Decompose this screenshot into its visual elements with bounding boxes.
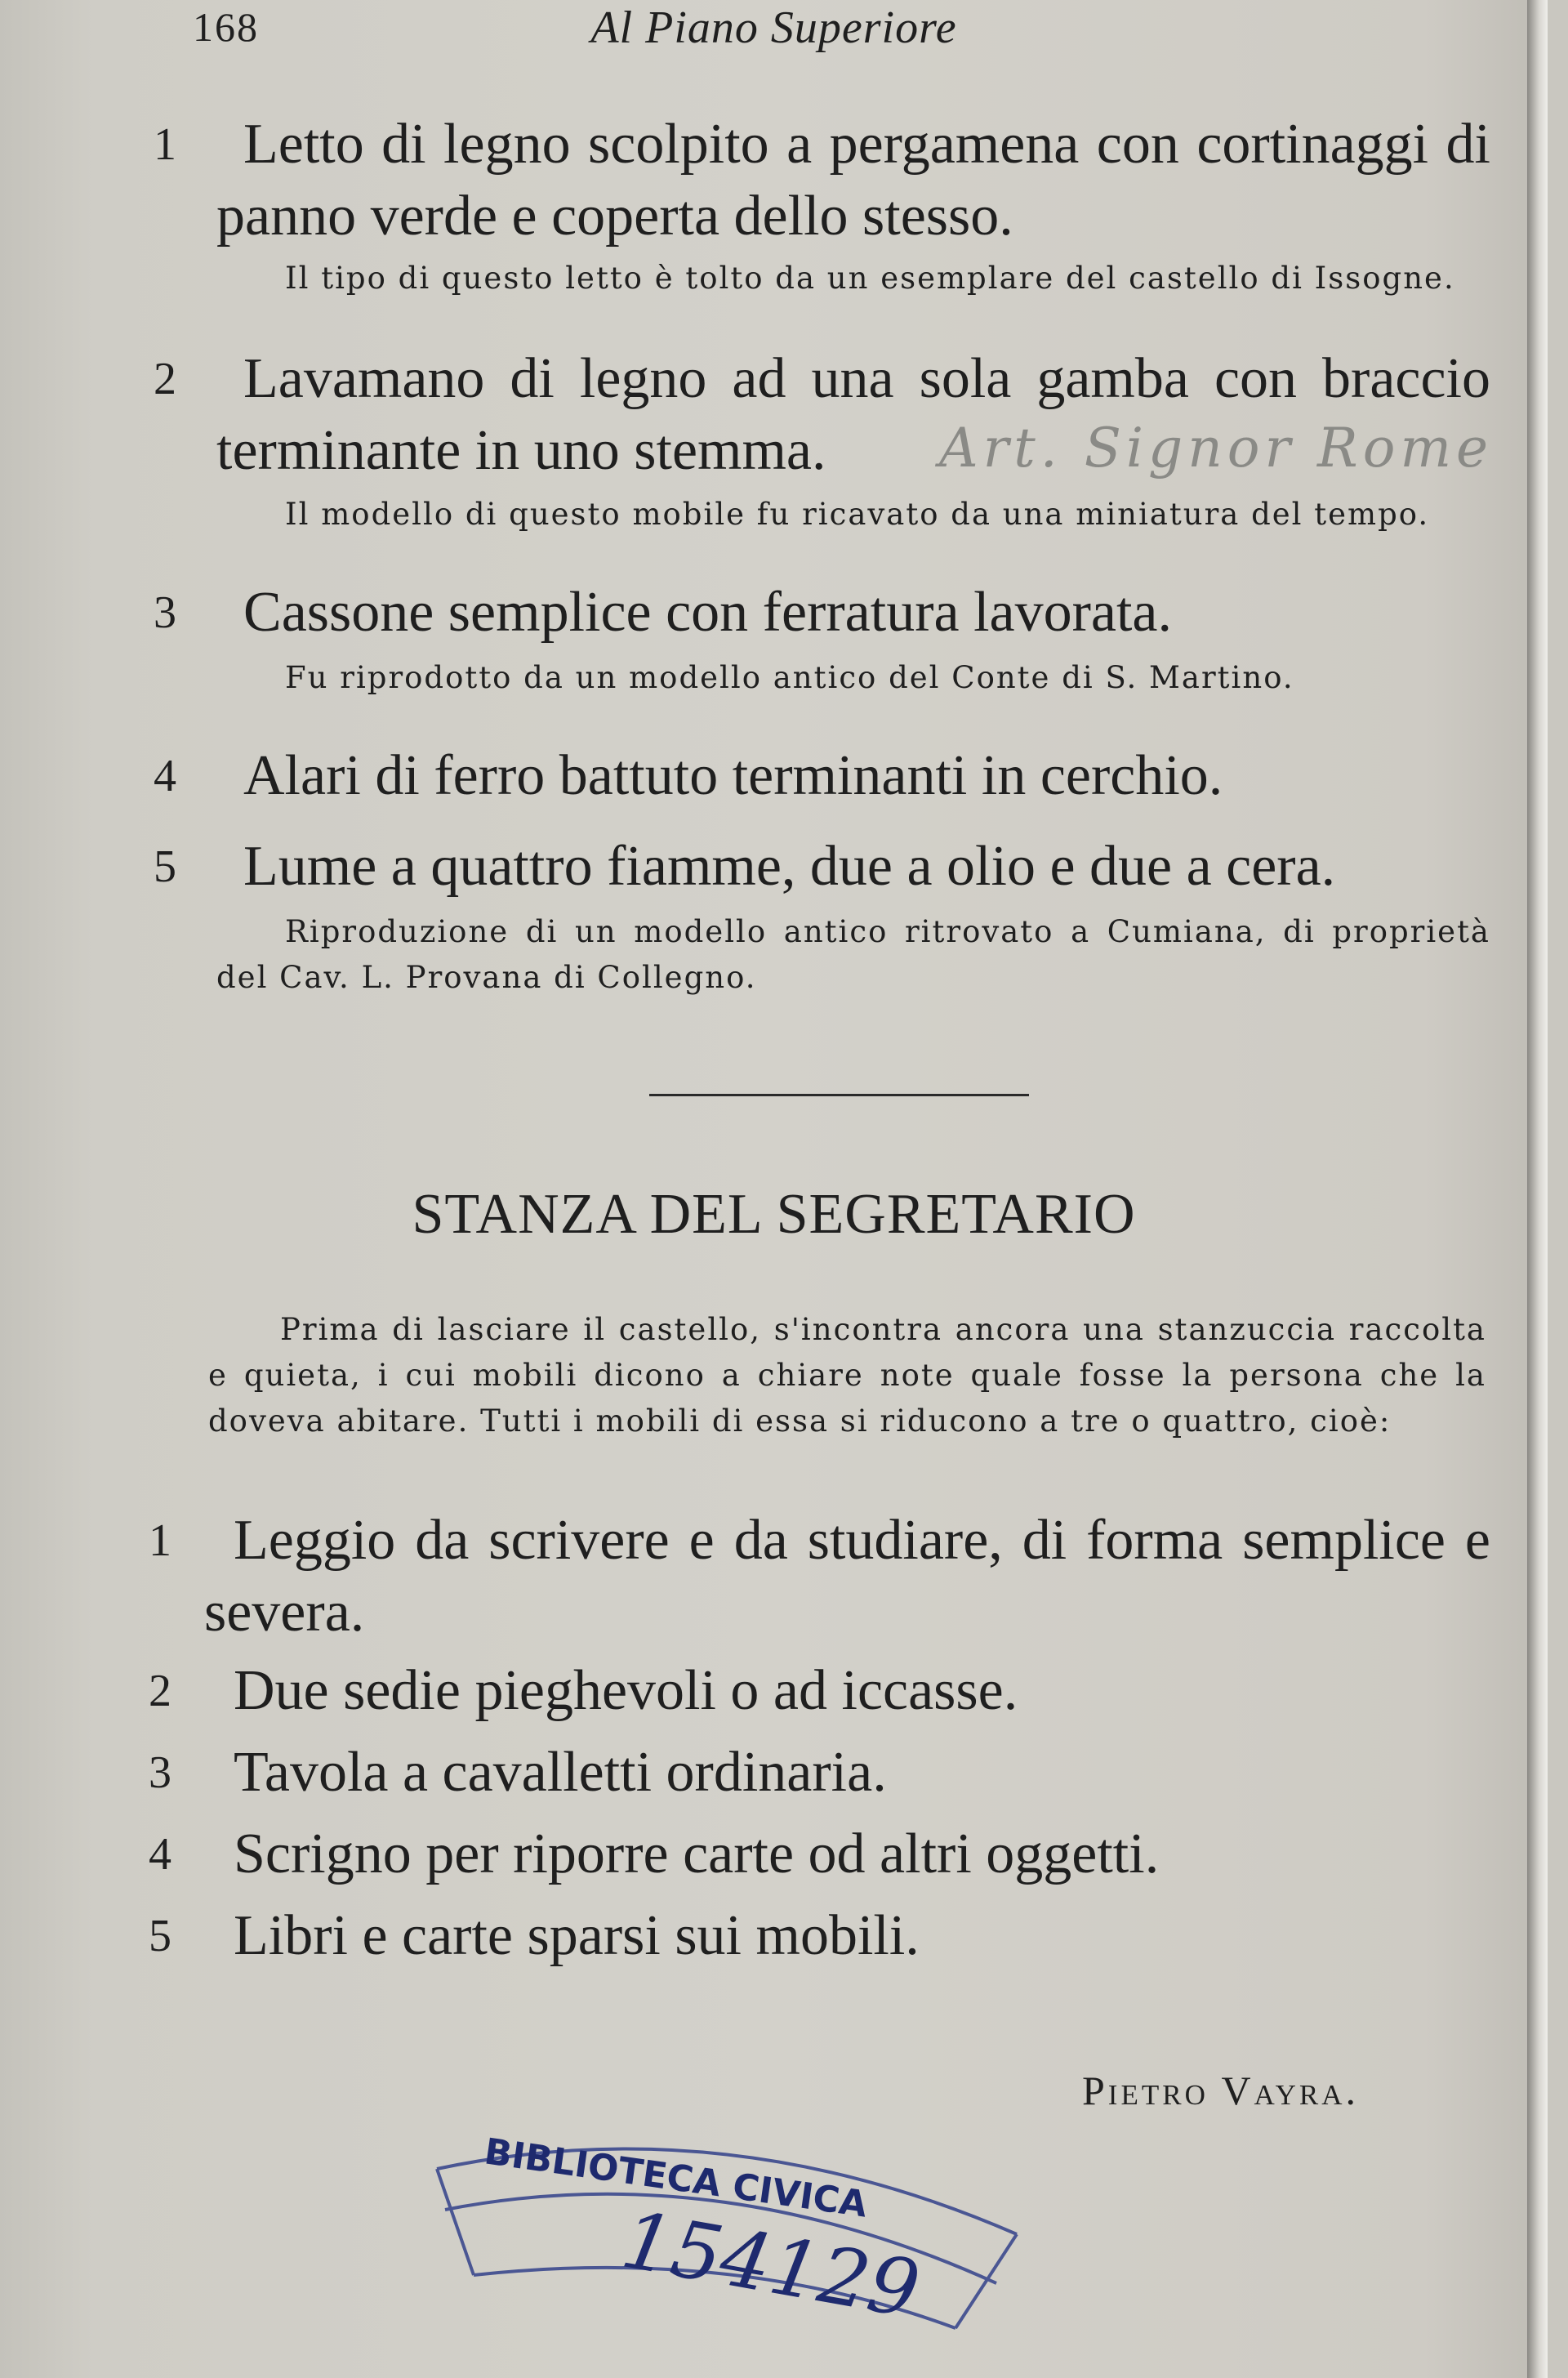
running-header <box>0 0 1548 65</box>
running-title: Al Piano Superiore <box>590 2 957 53</box>
item-number: 1 <box>149 1515 172 1566</box>
item-note: Riproduzione di un modello antico ritrovato a Cumiana, di proprietà del Cav. L. Provana di Collegno. <box>216 914 1490 995</box>
item-note: Fu riprodotto da un modello antico del Conte di S. Martino. <box>285 660 1294 695</box>
section-intro: Prima di lasciare il castello, s'incontra ancora una stanzuccia raccolta e quieta, i cui mobili dicono a chiare note quale fosse la persona che la doveva abitare. Tutti i mobili di essa si riducono a tre o quattro, cioè: <box>208 1312 1486 1439</box>
item-text: Due sedie pieghevoli o ad iccasse. <box>234 1659 1018 1722</box>
item-number: 3 <box>154 587 176 638</box>
item-number: 5 <box>149 1911 172 1961</box>
section-heading: STANZA DEL SEGRETARIO <box>412 1183 1136 1246</box>
author-signature: Pietro Vayra. <box>1082 2068 1360 2113</box>
item-text: Libri e carte sparsi sui mobili. <box>234 1904 920 1967</box>
section-divider <box>649 1094 1029 1096</box>
handwritten-annotation: Art. Signor Rome <box>939 417 1494 480</box>
item-text: Alari di ferro battuto terminanti in cerchio. <box>243 744 1223 807</box>
item-text: Letto di legno scolpito a pergamena con cortinaggi di panno verde e coperta dello stesso. <box>216 113 1490 248</box>
stamp-label: BIBLIOTECA CIVICA <box>482 2130 870 2226</box>
page-edge <box>1527 0 1548 2378</box>
item-number: 2 <box>154 354 176 404</box>
page-number: 168 <box>193 4 259 50</box>
stamp-number: 154129 <box>615 2193 926 2336</box>
item-text: Tavola a cavalletti ordinaria. <box>234 1741 887 1804</box>
item-number: 3 <box>149 1747 172 1798</box>
item-text: Scrigno per riporre carte od altri oggetti. <box>234 1823 1160 1885</box>
item-text: Cassone semplice con ferratura lavorata. <box>243 581 1172 644</box>
item-number: 4 <box>149 1829 172 1880</box>
item-note: Il modello di questo mobile fu ricavato da una miniatura del tempo. <box>285 497 1430 532</box>
item-number: 4 <box>154 751 176 801</box>
item-note: Il tipo di questo letto è tolto da un esemplare del castello di Issogne. <box>285 261 1455 296</box>
item-number: 2 <box>149 1666 172 1716</box>
item-text: Leggio da scrivere e da studiare, di forma semplice e severa. <box>204 1509 1490 1644</box>
item-text: Lume a quattro fiamme, due a olio e due a cera. <box>243 835 1336 898</box>
item-number: 1 <box>154 119 176 170</box>
item-text: Lavamano di legno ad una sola gamba con braccio terminante in uno stemma. <box>216 347 1490 482</box>
item-number: 5 <box>154 841 176 892</box>
library-stamp <box>425 2112 1029 2340</box>
